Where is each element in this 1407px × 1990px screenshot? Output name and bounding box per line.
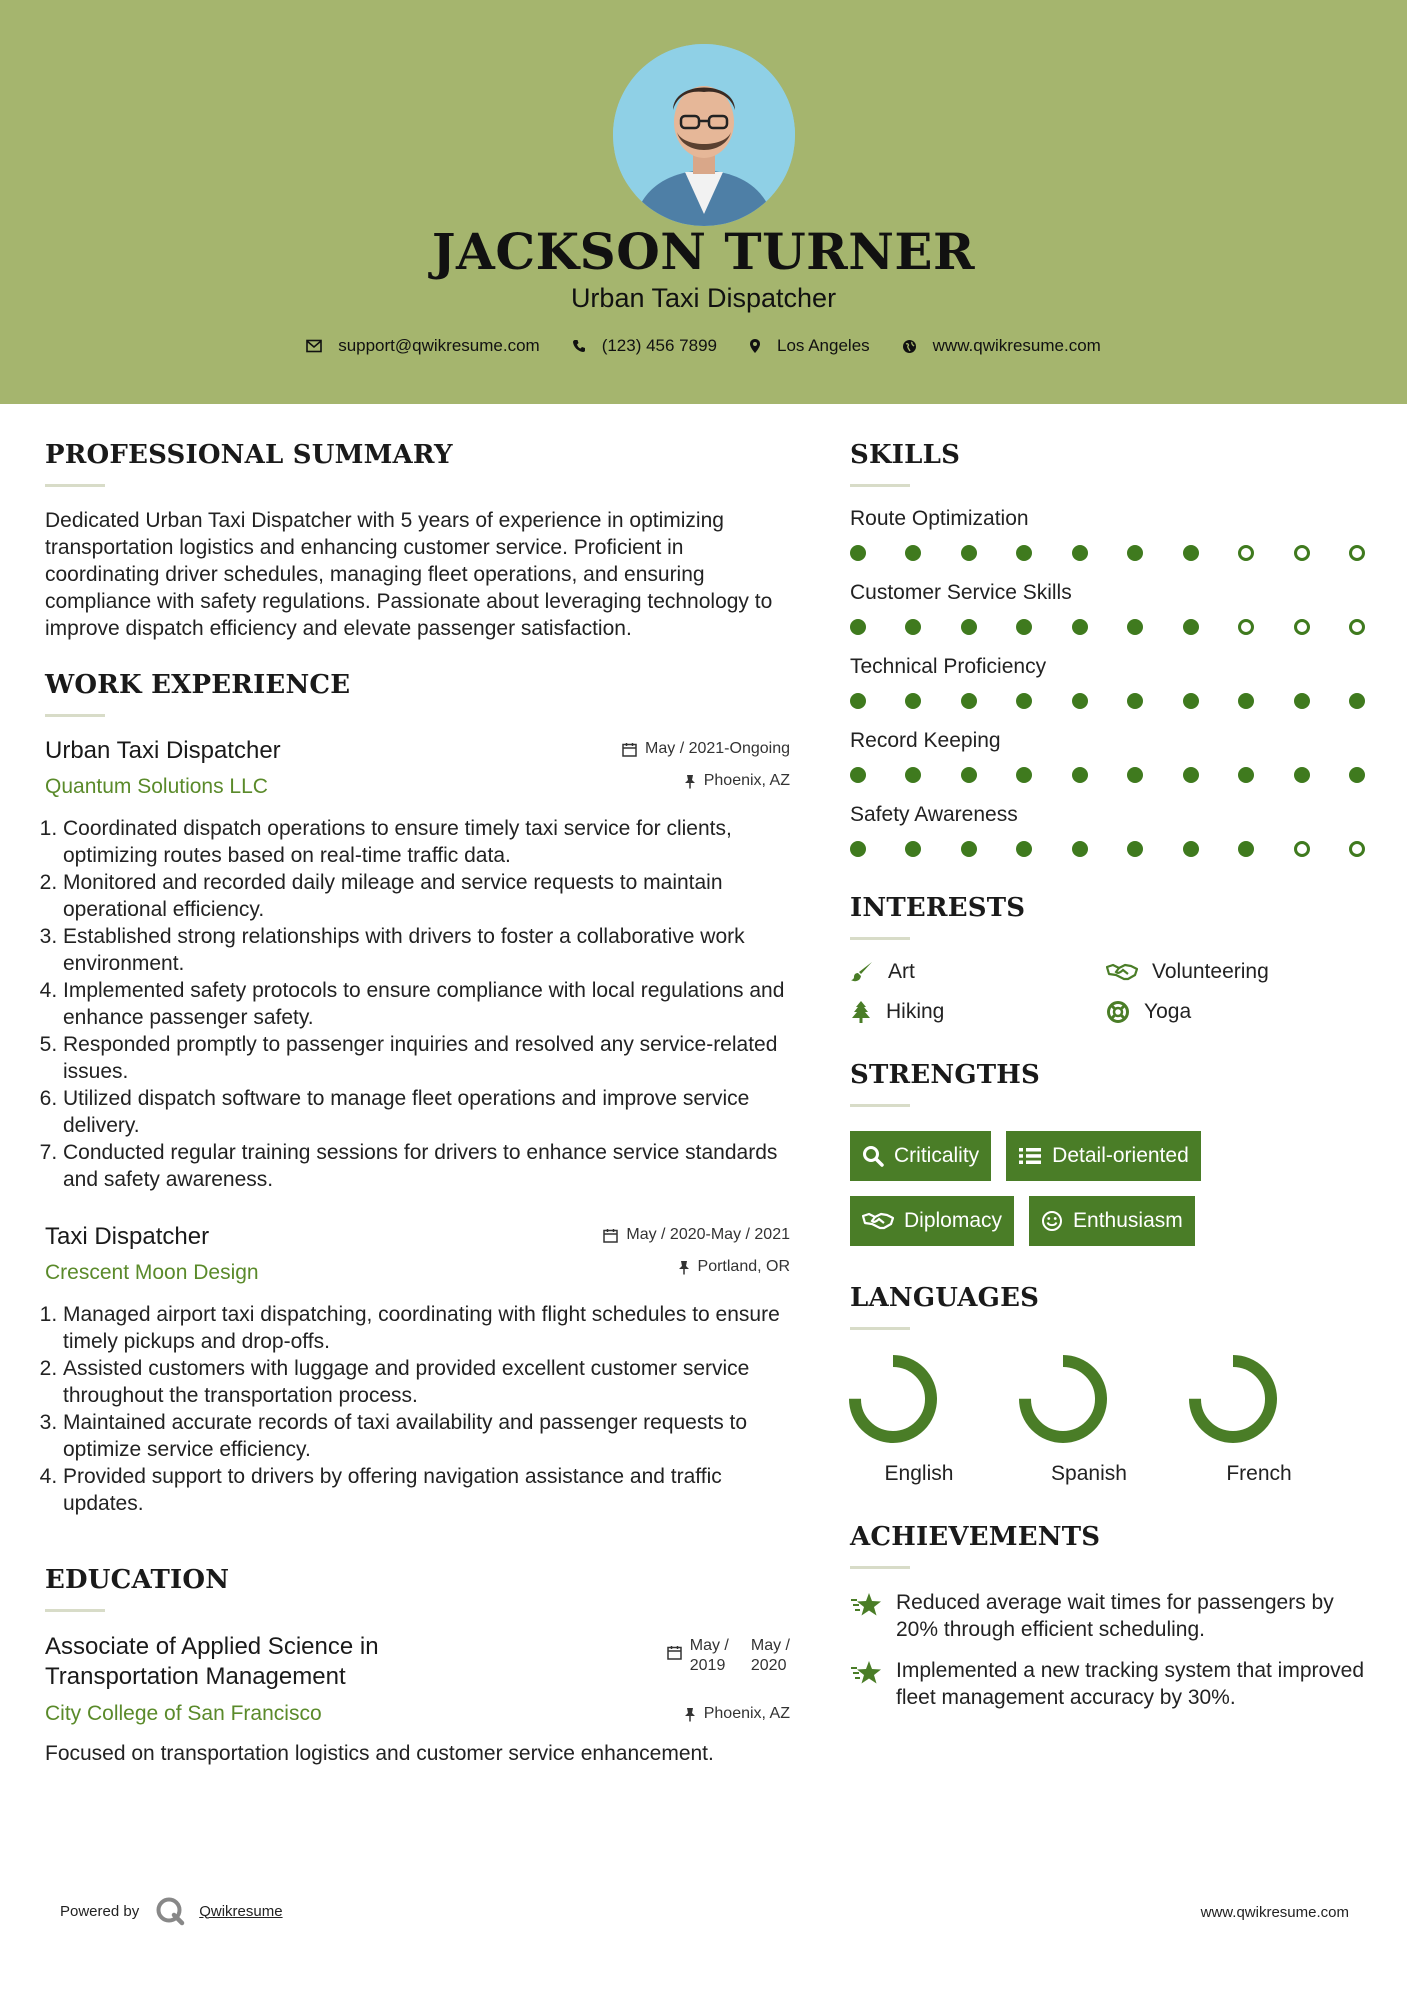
edu-start-month: May /: [689, 1637, 729, 1654]
contact-location: [749, 336, 870, 356]
rating-dot-empty: [1238, 545, 1254, 561]
language-level-ring: [846, 1352, 940, 1446]
skill-item: [850, 581, 1370, 635]
footer-powered-by: [60, 1896, 283, 1926]
education-description: Focused on transportation logistics and customer service enhancement.: [45, 1742, 714, 1765]
language-item: [1190, 1352, 1360, 1486]
candidate-name: JACKSON TURNER: [431, 222, 976, 281]
section-title-strengths: STRENGTHS: [850, 1060, 1041, 1090]
language-name: Spanish: [1051, 1462, 1127, 1485]
strength-label: Criticality: [894, 1144, 980, 1167]
rating-dot-empty: [1294, 619, 1310, 635]
pushpin-icon: [684, 774, 696, 789]
location-text: Los Angeles: [777, 336, 870, 355]
education-school: City College of San Francisco: [45, 1702, 322, 1725]
rating-dot-empty: [1349, 619, 1365, 635]
job-entry-2: [45, 1223, 790, 1517]
qwikresume-link[interactable]: Qwikresume: [199, 1902, 283, 1920]
rating-dot-filled: [1072, 619, 1088, 635]
rating-dot-filled: [1016, 545, 1032, 561]
achievement-item: [850, 1589, 1370, 1643]
rating-dot-empty: [1349, 841, 1365, 857]
job-dates: May / 2020-May / 2021: [626, 1226, 790, 1243]
calendar-icon: [622, 742, 637, 757]
rating-dot-filled: [961, 619, 977, 635]
rating-dot-filled: [961, 841, 977, 857]
job-meta: [603, 1223, 790, 1279]
globe-icon: [902, 339, 917, 354]
rating-dot-filled: [905, 841, 921, 857]
interest-label: Volunteering: [1152, 960, 1269, 983]
education-location-row: [684, 1702, 790, 1726]
rating-dot-filled: [1072, 693, 1088, 709]
left-column: [45, 440, 790, 1767]
website-text: www.qwikresume.com: [932, 336, 1101, 355]
contact-email[interactable]: [306, 336, 540, 356]
star-icon: [850, 1659, 882, 1685]
section-divider: [45, 714, 105, 717]
calendar-icon: [667, 1645, 682, 1660]
skill-rating: [850, 841, 1365, 857]
lifering-icon: [1106, 1000, 1130, 1024]
candidate-title: Urban Taxi Dispatcher: [570, 283, 837, 313]
job-meta: [622, 737, 790, 793]
rating-dot-filled: [850, 767, 866, 783]
rating-dot-filled: [1349, 767, 1365, 783]
right-column: [850, 440, 1370, 1711]
list-item: 3. Established strong relationships with drivers to foster a collaborative work environment.: [63, 923, 790, 977]
rating-dot-empty: [1294, 545, 1310, 561]
interest-volunteering: [1106, 960, 1362, 984]
rating-dot-filled: [905, 545, 921, 561]
skill-item: [850, 655, 1370, 709]
skill-item: [850, 507, 1370, 561]
strength-criticality: [850, 1131, 991, 1181]
section-title-education: EDUCATION: [45, 1565, 230, 1595]
calendar-icon: [603, 1228, 618, 1243]
skill-item: [850, 729, 1370, 783]
language-name: English: [884, 1462, 954, 1485]
skill-rating: [850, 619, 1365, 635]
rating-dot-filled: [961, 767, 977, 783]
section-divider: [45, 1609, 105, 1612]
interest-hiking: [850, 1000, 1106, 1024]
achievement-text: Reduced average wait times for passengers by 20% through efficient scheduling.: [896, 1591, 1334, 1641]
list-item: 1. Coordinated dispatch operations to ensure timely taxi service for clients, optimizing routes based on real-time traffic data.: [63, 815, 790, 869]
education-degree: Associate of Applied Science in Transportation Management: [45, 1633, 379, 1690]
resume-header: [0, 0, 1407, 404]
language-level-ring: [1016, 1352, 1110, 1446]
phone-icon: [572, 339, 586, 353]
interest-art: [850, 960, 1106, 984]
rating-dot-filled: [1127, 841, 1143, 857]
rating-dot-filled: [961, 693, 977, 709]
strength-detail-oriented: [1006, 1131, 1201, 1181]
rating-dot-filled: [1349, 693, 1365, 709]
edu-end-year: 2020: [750, 1657, 787, 1674]
section-title-work: WORK EXPERIENCE: [45, 670, 351, 700]
star-icon: [850, 1591, 882, 1617]
language-level-ring: [1186, 1352, 1280, 1446]
contact-website[interactable]: [902, 336, 1101, 356]
list-icon: [1018, 1146, 1042, 1166]
rating-dot-filled: [961, 545, 977, 561]
job-dates: May / 2021-Ongoing: [645, 740, 790, 757]
interests-section: [850, 893, 1370, 1024]
skill-name: Safety Awareness: [850, 803, 1018, 826]
languages-section: [850, 1283, 1370, 1486]
section-divider: [850, 484, 910, 487]
rating-dot-filled: [1127, 619, 1143, 635]
job-location: Phoenix, AZ: [703, 772, 790, 789]
education-location: Phoenix, AZ: [703, 1705, 790, 1722]
rating-dot-filled: [1072, 841, 1088, 857]
job-company: Quantum Solutions LLC: [45, 775, 268, 798]
rating-dot-filled: [1183, 545, 1199, 561]
job-bullets: [45, 1301, 790, 1517]
smile-icon: [1041, 1210, 1063, 1232]
rating-dot-filled: [1183, 841, 1199, 857]
job-location: Portland, OR: [697, 1258, 790, 1275]
section-title-languages: LANGUAGES: [850, 1283, 1040, 1313]
brush-icon: [850, 961, 874, 983]
rating-dot-filled: [1238, 767, 1254, 783]
rating-dot-filled: [1294, 693, 1310, 709]
strength-label: Detail-oriented: [1052, 1144, 1189, 1167]
strength-enthusiasm: [1029, 1196, 1195, 1246]
skill-name: Technical Proficiency: [850, 655, 1047, 678]
contact-phone[interactable]: [572, 336, 717, 356]
rating-dot-filled: [1016, 693, 1032, 709]
section-divider: [850, 1566, 910, 1569]
rating-dot-filled: [1127, 767, 1143, 783]
map-pin-icon: [749, 338, 761, 354]
education-section: [45, 1565, 790, 1767]
rating-dot-filled: [850, 619, 866, 635]
section-divider: [850, 937, 910, 940]
interest-label: Art: [888, 960, 915, 983]
list-item: 2. Assisted customers with luggage and provided excellent customer service throughout the transportation process.: [63, 1355, 790, 1409]
rating-dot-filled: [905, 767, 921, 783]
language-name: French: [1226, 1462, 1292, 1485]
rating-dot-filled: [1238, 841, 1254, 857]
job-entry-1: [45, 737, 790, 1193]
rating-dot-empty: [1238, 619, 1254, 635]
work-section: [45, 670, 790, 1517]
achievement-text: Implemented a new tracking system that improved fleet management accuracy by 30%.: [896, 1659, 1365, 1709]
job-role: Taxi Dispatcher: [45, 1223, 210, 1250]
handshake-icon: [862, 1211, 894, 1231]
section-title-summary: PROFESSIONAL SUMMARY: [45, 440, 453, 470]
rating-dot-filled: [1238, 693, 1254, 709]
strengths-section: [850, 1060, 1370, 1261]
skill-name: Record Keeping: [850, 729, 1001, 752]
skills-list: [850, 507, 1370, 857]
list-item: 3. Maintained accurate records of taxi availability and passenger requests to optimize service efficiency.: [63, 1409, 790, 1463]
achievements-section: [850, 1522, 1370, 1711]
skill-rating: [850, 693, 1365, 709]
list-item: 7. Conducted regular training sessions for drivers to enhance service standards and safety awareness.: [63, 1139, 790, 1193]
strength-label: Diplomacy: [904, 1209, 1003, 1232]
achievement-item: [850, 1657, 1370, 1711]
tree-icon: [850, 1000, 872, 1024]
rating-dot-filled: [1016, 841, 1032, 857]
rating-dot-filled: [1072, 545, 1088, 561]
strength-label: Enthusiasm: [1073, 1209, 1183, 1232]
rating-dot-filled: [850, 841, 866, 857]
pushpin-icon: [678, 1260, 690, 1275]
section-divider: [850, 1104, 910, 1107]
edu-end-month: May /: [750, 1637, 790, 1654]
rating-dot-filled: [1294, 767, 1310, 783]
rating-dot-filled: [1127, 545, 1143, 561]
rating-dot-filled: [905, 619, 921, 635]
handshake-icon: [1106, 962, 1138, 982]
rating-dot-filled: [1016, 619, 1032, 635]
summary-text: Dedicated Urban Taxi Dispatcher with 5 years of experience in optimizing transportation logistics and enhancing customer service. Proficient in coordinating driver schedules, managing fleet operations, and ensuring compliance with safety regulations. Passionate about leveraging technology to improve dispatch efficiency and elevate passenger satisfaction.: [45, 509, 773, 640]
list-item: 5. Responded promptly to passenger inquiries and resolved any service-related issues.: [63, 1031, 790, 1085]
footer-website[interactable]: www.qwikresume.com: [1200, 1904, 1349, 1921]
contact-bar: [0, 336, 1407, 356]
person-avatar-icon: [613, 44, 795, 226]
section-title-achievements: ACHIEVEMENTS: [850, 1522, 1101, 1552]
skill-name: Customer Service Skills: [850, 581, 1072, 604]
edu-start-year: 2019: [689, 1657, 726, 1674]
rating-dot-filled: [905, 693, 921, 709]
rating-dot-filled: [850, 693, 866, 709]
list-item: 6. Utilized dispatch software to manage fleet operations and improve service delivery.: [63, 1085, 790, 1139]
envelope-icon: [306, 339, 322, 353]
rating-dot-empty: [1294, 841, 1310, 857]
rating-dot-filled: [1127, 693, 1143, 709]
skill-rating: [850, 545, 1365, 561]
rating-dot-filled: [850, 545, 866, 561]
skill-item: [850, 803, 1370, 857]
rating-dot-filled: [1183, 619, 1199, 635]
qwikresume-logo-icon: [155, 1896, 185, 1926]
email-text: support@qwikresume.com: [338, 336, 540, 355]
pushpin-icon: [684, 1707, 696, 1722]
interest-label: Hiking: [886, 1000, 945, 1023]
section-divider: [850, 1327, 910, 1330]
section-divider: [45, 484, 105, 487]
rating-dot-filled: [1016, 767, 1032, 783]
list-item: 4. Provided support to drivers by offering navigation assistance and traffic updates.: [63, 1463, 790, 1517]
search-icon: [862, 1145, 884, 1167]
profile-photo: [613, 44, 795, 226]
job-bullets: [45, 815, 790, 1193]
section-title-interests: INTERESTS: [850, 893, 1026, 923]
rating-dot-filled: [1072, 767, 1088, 783]
rating-dot-filled: [1183, 767, 1199, 783]
job-company: Crescent Moon Design: [45, 1261, 259, 1284]
skill-name: Route Optimization: [850, 507, 1029, 530]
powered-by-text: Powered by: [60, 1902, 140, 1920]
summary-section: [45, 440, 790, 642]
list-item: 1. Managed airport taxi dispatching, coordinating with flight schedules to ensure timely pickups and drop-offs.: [63, 1301, 790, 1355]
interest-label: Yoga: [1144, 1000, 1192, 1023]
list-item: 2. Monitored and recorded daily mileage and service requests to maintain operational efficiency.: [63, 869, 790, 923]
interest-yoga: [1106, 1000, 1362, 1024]
strength-diplomacy: [850, 1196, 1014, 1246]
job-role: Urban Taxi Dispatcher: [45, 737, 281, 764]
phone-text: (123) 456 7899: [601, 336, 718, 355]
rating-dot-empty: [1349, 545, 1365, 561]
section-title-skills: SKILLS: [850, 440, 961, 470]
list-item: 4. Implemented safety protocols to ensure compliance with local regulations and enhance passenger safety.: [63, 977, 790, 1031]
education-dates: [667, 1636, 790, 1692]
skill-rating: [850, 767, 1365, 783]
skills-section: [850, 440, 1370, 857]
rating-dot-filled: [1183, 693, 1199, 709]
languages-list: [850, 1352, 1370, 1486]
